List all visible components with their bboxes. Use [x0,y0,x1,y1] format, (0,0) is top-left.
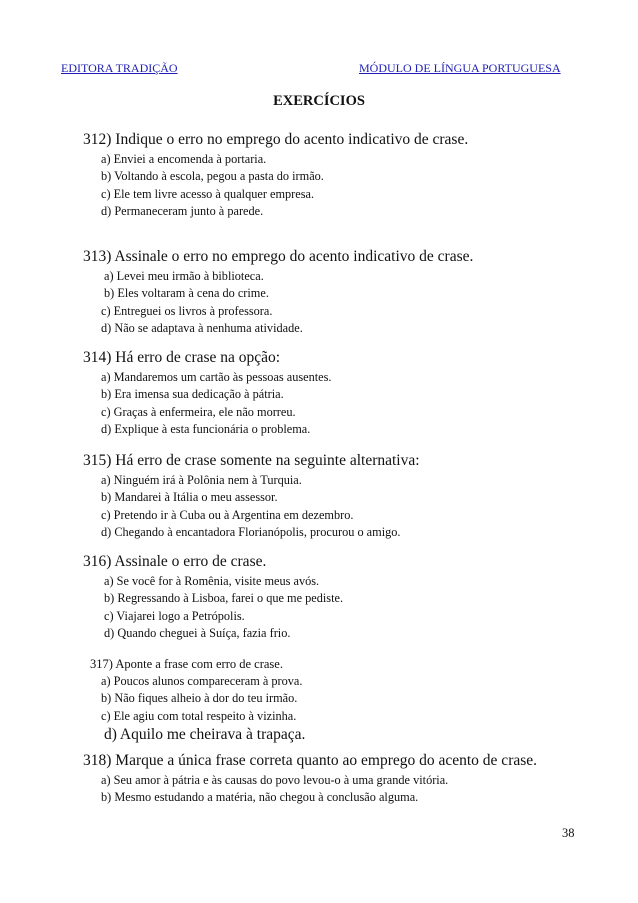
question-316 [83,551,583,643]
option-b: b) Não fiques alheio à dor do teu irmão. [101,691,298,706]
question-315 [83,450,583,542]
question-stem: 315) Há erro de crase somente na seguinte alternativa: [83,452,420,469]
option-d: d) Permaneceram junto à parede. [101,204,264,219]
question-317 [83,655,583,745]
option-a: a) Mandaremos um cartão às pessoas ausentes. [101,370,332,384]
option-b: b) Mandarei à Itália o meu assessor. [101,490,278,505]
option-d: d) Quando cheguei à Suíça, fazia frio. [104,626,291,641]
option-a: a) Se você for à Romênia, visite meus avós. [104,574,320,588]
question-318 [83,750,583,807]
header-publisher: EDITORA TRADIÇÃO [61,61,178,75]
question-312 [83,129,583,221]
question-stem: 318) Marque a única frase correta quanto ao emprego do acento de crase. [83,752,538,769]
option-b: b) Voltando à escola, pegou a pasta do irmão. [101,169,324,184]
option-b: b) Mesmo estudando a matéria, não chegou à conclusão alguma. [101,790,419,805]
option-c: c) Pretendo ir à Cuba ou à Argentina em dezembro. [101,507,354,522]
option-a: a) Ninguém irá à Polônia nem à Turquia. [101,473,302,487]
question-stem: 316) Assinale o erro de crase. [83,553,267,570]
option-b: b) Era imensa sua dedicação à pátria. [101,387,284,402]
option-d: d) Explique à esta funcionária o problema. [101,422,311,437]
option-d: d) Chegando à encantadora Florianópolis, procurou o amigo. [101,525,401,540]
option-a: a) Enviei a encomenda à portaria. [101,152,267,166]
option-a: a) Seu amor à pátria e às causas do povo levou-o à uma grande vitória. [101,773,449,787]
option-d: d) Aquilo me cheirava à trapaça. [104,726,306,744]
option-d: d) Não se adaptava à nenhuma atividade. [101,321,303,336]
option-c: c) Ele agiu com total respeito à vizinha. [101,708,297,723]
option-c: c) Graças à enfermeira, ele não morreu. [101,404,296,419]
page-number: 38 [562,826,575,840]
option-a: a) Poucos alunos compareceram à prova. [101,674,303,688]
header-module: MÓDULO DE LÍNGUA PORTUGUESA [359,61,561,75]
option-c: c) Ele tem livre acesso à qualquer empresa. [101,186,315,201]
option-c: c) Viajarei logo a Petrópolis. [104,608,245,623]
page-title: EXERCÍCIOS [273,93,365,109]
option-a: a) Levei meu irmão à biblioteca. [104,269,264,283]
option-c: c) Entreguei os livros à professora. [101,303,273,318]
option-b: b) Regressando à Lisboa, farei o que me pediste. [104,591,344,606]
question-stem: 314) Há erro de crase na opção: [83,349,281,366]
question-stem: 312) Indique o erro no emprego do acento indicativo de crase. [83,131,469,148]
question-314 [83,347,583,439]
question-313 [83,246,583,338]
question-stem: 317) Aponte a frase com erro de crase. [90,657,283,671]
option-b: b) Eles voltaram à cena do crime. [104,286,269,301]
question-stem: 313) Assinale o erro no emprego do acento indicativo de crase. [83,248,474,265]
